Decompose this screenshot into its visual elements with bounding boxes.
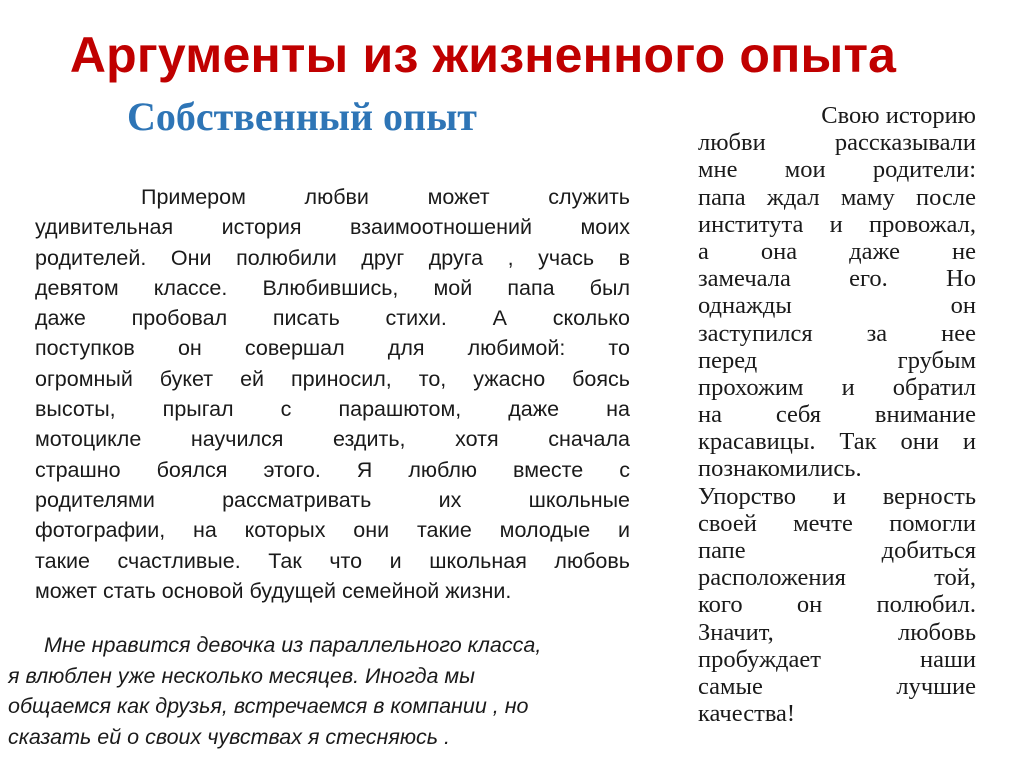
side-line: а она даже не	[698, 237, 976, 265]
side-line: прохожим и обратил	[698, 373, 976, 401]
side-line: красавицы. Так они и	[698, 428, 976, 456]
side-line: Упорство и верность	[698, 482, 976, 510]
main-text	[35, 182, 630, 606]
text-line: родителей. Они полюбили друг друга , учась в	[35, 245, 630, 270]
side-line: папе добиться	[698, 537, 976, 564]
side-line: своей мечте помогли	[698, 509, 976, 537]
text-line: фотографии, на которых они такие молодые и	[35, 518, 630, 543]
quote-line: Мне нравится девочка из параллельного класса,	[44, 633, 542, 657]
text-line: родителями рассматривать их школьные	[35, 487, 630, 512]
side-line: познакомились.	[698, 455, 862, 483]
quote-line: общаемся как друзья, встречаемся в компании , но	[8, 694, 529, 718]
slide-subtitle: Собственный опыт	[127, 94, 477, 139]
text-line: мотоцикле научился ездить, хотя сначала	[35, 427, 630, 452]
side-line: кого он полюбил.	[698, 591, 976, 619]
side-line: папа ждал маму после	[698, 183, 976, 211]
quote-line: я влюблен уже несколько месяцев. Иногда мы	[8, 663, 475, 688]
side-line: однажды он	[698, 292, 976, 320]
quote-line: сказать ей о своих чувствах я стесняюсь .	[8, 724, 451, 749]
side-line: института и провожал,	[698, 210, 976, 238]
text-line: поступков он совершал для любимой: то	[35, 336, 630, 361]
text-line: высоты, прыгал с парашютом, даже на	[35, 397, 630, 422]
text-line: Примером любви может служить	[141, 185, 630, 209]
side-line: Свою историю	[821, 102, 976, 129]
side-line: мне мои родители:	[698, 156, 976, 184]
side-line: любви рассказывали	[698, 129, 976, 157]
quote-text	[8, 630, 638, 752]
side-line: качества!	[698, 700, 796, 728]
text-line: даже пробовал писать стихи. А сколько	[35, 306, 630, 331]
side-line: самые лучшие	[698, 672, 976, 700]
text-line: страшно боялся этого. Я люблю вместе с	[35, 457, 630, 482]
text-line: удивительная история взаимоотношений моих	[35, 215, 630, 240]
slide-title: Аргументы из жизненного опыта	[69, 27, 897, 83]
side-text	[698, 102, 976, 727]
side-line: пробуждает наши	[698, 645, 976, 673]
side-line: расположения той,	[698, 564, 976, 592]
text-line: может стать основой будущей семейной жизни.	[35, 578, 512, 603]
side-line: перед грубым	[698, 346, 976, 374]
text-line: такие счастливые. Так что и школьная любовь	[35, 548, 630, 573]
side-line: на себя внимание	[698, 401, 976, 429]
side-line: замечала его. Но	[698, 265, 976, 293]
text-line: огромный букет ей приносил, то, ужасно боясь	[35, 366, 630, 391]
side-line: заступился за нее	[698, 319, 976, 347]
side-line: Значит, любовь	[698, 618, 976, 646]
text-line: девятом классе. Влюбившись, мой папа был	[35, 275, 630, 300]
